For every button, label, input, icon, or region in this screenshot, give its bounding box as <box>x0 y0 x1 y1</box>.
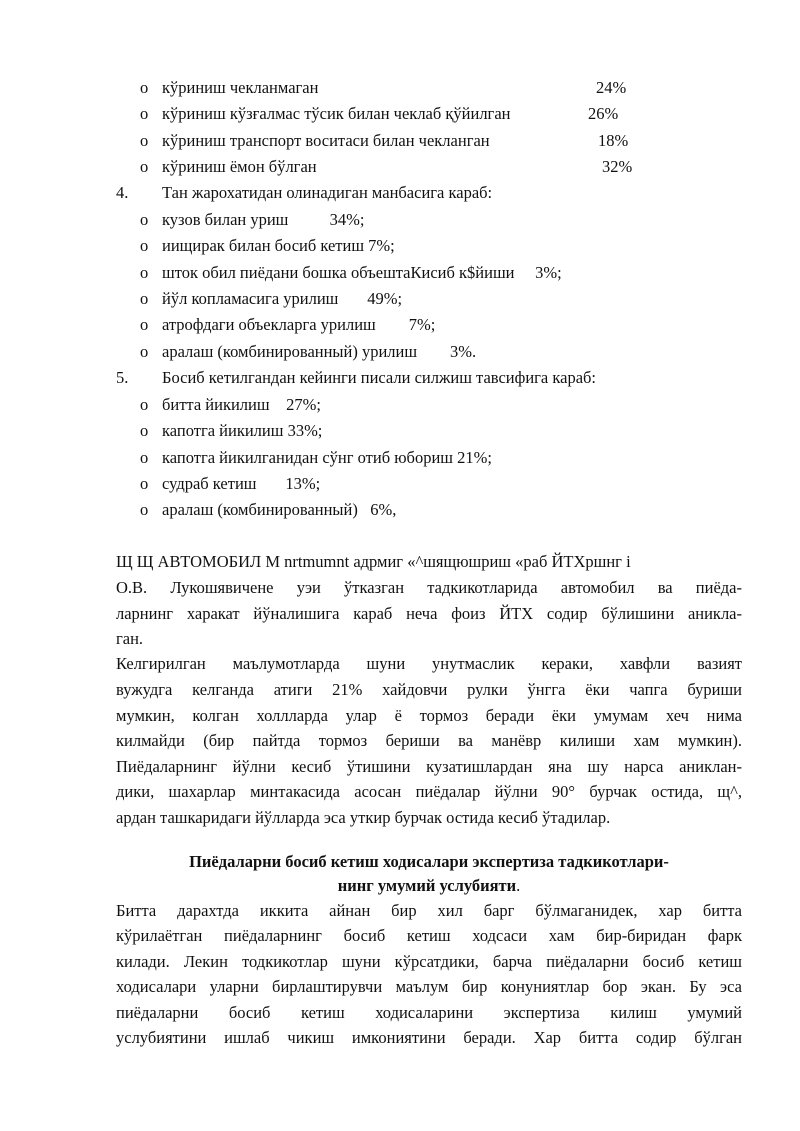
list-item: кўриниш ёмон бўлган <box>162 157 317 176</box>
section-heading-text: нинг умумий услубияти <box>337 876 517 895</box>
list-item: кўриниш транспорт воситаси билан чекланган <box>162 131 490 150</box>
paragraph-line: Битта дарахтда иккита айнан бир хил барг бўлмаганидек, хар битта <box>116 901 742 920</box>
bullet-marker: o <box>140 395 149 414</box>
bullet-marker: o <box>140 474 149 493</box>
list-item: капотга йикилганидан сўнг отиб юбориш 21%; <box>162 448 492 467</box>
paragraph-line: мумкин, колган холлларда улар ё тормоз беради ёки умумам хеч нима <box>116 706 742 725</box>
bullet-marker: o <box>140 104 149 123</box>
list-item: иищирак билан босиб кетиш 7%; <box>162 236 395 255</box>
bullet-marker: o <box>140 421 149 440</box>
bullet-marker: o <box>140 157 149 176</box>
section-heading: Пиёдаларни босиб кетиш ходисалари экспертиза тадкикотлари- <box>189 852 669 871</box>
bullet-marker: o <box>140 500 149 519</box>
list-item: атрофдаги объекларга урилиш 7%; <box>162 315 436 334</box>
list-item: шток обил пиёдани бошка объештаКисиб к$йиши 3%; <box>162 263 562 282</box>
section-title: Босиб кетилгандан кейинги писали силжиш тавсифига караб: <box>162 368 597 387</box>
paragraph-line: ардан ташкаридаги йўлларда эса уткир бурчак остида кесиб ўтадилар. <box>116 808 611 827</box>
paragraph-line: ходисалари уларни бирлаштирувчи маълум бир конуниятлар бор экан. Бу эса <box>116 977 742 996</box>
paragraph-line: ган. <box>116 629 144 648</box>
list-item: кўриниш кўзғалмас тўсик билан чеклаб қўйилган <box>162 104 511 123</box>
bullet-marker: o <box>140 210 149 229</box>
section-title: Тан жарохатидан олинадиган манбасига караб: <box>162 183 493 202</box>
section-heading <box>116 876 742 896</box>
bullet-marker: o <box>140 448 149 467</box>
list-item-percent: 32% <box>602 157 633 176</box>
bullet-marker: o <box>140 315 149 334</box>
list-item: судраб кетиш 13%; <box>162 474 321 493</box>
bullet-marker: o <box>140 342 149 361</box>
list-item-percent: 18% <box>598 131 629 150</box>
list-item: кузов билан уриш 34%; <box>162 210 365 229</box>
bullet-marker: o <box>140 78 149 97</box>
list-item-percent: 24% <box>596 78 627 97</box>
paragraph-line: кўрилаётган пиёдаларнинг босиб кетиш ходсаси хам бир-биридан фарк <box>116 926 742 945</box>
paragraph-line: Келгирилган маълумотларда шуни унутмаслик кераки, хавфли вазият <box>116 654 742 673</box>
bullet-marker: o <box>140 263 149 282</box>
paragraph-line: килади. Лекин тодкикотлар шуни кўрсатдики, барча пиёдаларни босиб кетиш <box>116 952 742 971</box>
list-item: аралаш (комбинированный) урилиш 3%. <box>162 342 477 361</box>
list-item: йўл копламасига урилиш 49%; <box>162 289 403 308</box>
section-heading-period: . <box>516 876 521 895</box>
section-number: 4. <box>116 183 129 202</box>
paragraph-line: услубиятини ишлаб чикиш имкониятини беради. Хар битта содир бўлган <box>116 1028 742 1047</box>
bullet-marker: o <box>140 236 149 255</box>
list-item-percent: 26% <box>588 104 619 123</box>
list-item: битта йикилиш 27%; <box>162 395 321 414</box>
paragraph-line: пиёдаларни босиб кетиш ходисаларини экспертиза килиш умумий <box>116 1003 742 1022</box>
list-item: кўриниш чекланмаган <box>162 78 319 97</box>
paragraph-line: вужудга келганда атиги 21% хайдовчи рулки ўнгга ёки чапга буриши <box>116 680 742 699</box>
paragraph-line: дики, шахарлар минтакасида асосан пиёдалар йўлни 90° бурчак остида, щ^, <box>116 782 742 801</box>
heading-line: Щ Щ АВТОМОБИЛ М nrtmumnt адрмиг «^шящюшриш «раб ЙТХршнг i <box>116 552 631 571</box>
paragraph-line: ларнинг харакат йўналишига караб неча фоиз ЙТХ содир бўлишини аникла- <box>116 604 742 623</box>
bullet-marker: o <box>140 131 149 150</box>
paragraph-line: килмайди (бир пайтда тормоз бериши ва манёвр килиши хам мумкин). <box>116 731 742 750</box>
paragraph-line: О.В. Лукошявичене уэи ўтказган тадкикотларида автомобил ва пиёда- <box>116 578 742 597</box>
list-item: аралаш (комбинированный) 6%, <box>162 500 397 519</box>
paragraph-line: Пиёдаларнинг йўлни кесиб ўтишини кузатишлардан яна шу нарса аниклан- <box>116 757 742 776</box>
section-number: 5. <box>116 368 129 387</box>
bullet-marker: o <box>140 289 149 308</box>
list-item: капотга йикилиш 33%; <box>162 421 323 440</box>
